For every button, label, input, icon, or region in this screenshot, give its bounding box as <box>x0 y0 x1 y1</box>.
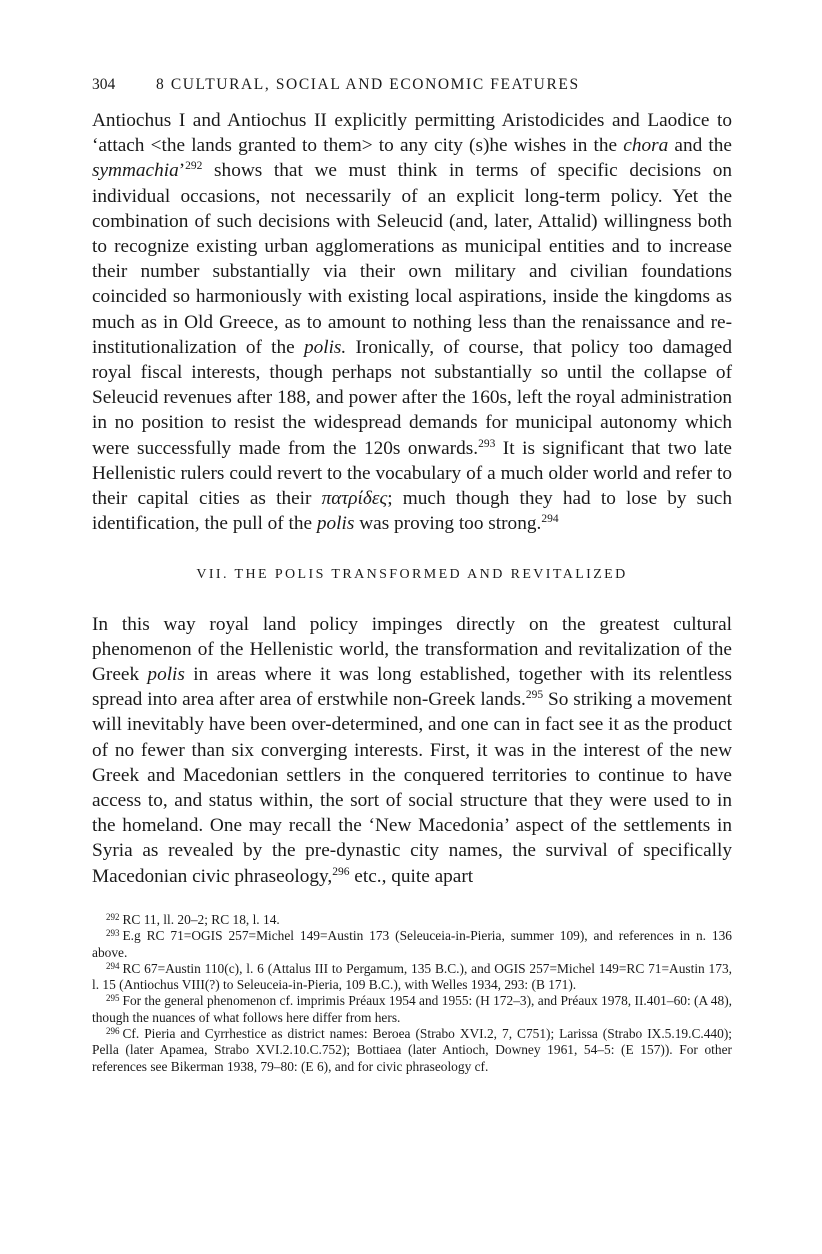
italic-term: polis <box>316 513 355 535</box>
text-run: ; much though they had to lose by such identification, the pull of the <box>92 488 732 535</box>
footnote-292 <box>92 912 732 928</box>
chapter-title: 8 CULTURAL, SOCIAL AND ECONOMIC FEATURES <box>156 76 580 93</box>
footnote-293 <box>92 928 732 961</box>
text-run: shows that we must think in terms of specific decisions on individual occasions, not necessarily of an explicit long-term policy. Yet the combination of such decisions with Seleucid (and, later, Attalid) willingness both to recognize existing urban agglomerations as municipal entities and to increase their number substantially via their own military and civilian foundations coincided so harmoniously with existing local aspirations, inside the kingdoms as much as in Old Greece, as to amount to nothing less than the renaissance and re-institutionalization of the <box>92 160 732 358</box>
footnote-ref-296[interactable]: 296 <box>332 865 350 878</box>
footnote-text: RC 11, ll. 20–2; RC 18, l. 14. <box>122 912 280 927</box>
footnote-number: 293 <box>106 928 120 939</box>
running-head <box>92 76 732 98</box>
text-run: in areas where it was long established, together with its relentless spread into area after area of erstwhile non-Greek lands. <box>92 664 732 711</box>
footnote-number: 296 <box>106 1026 120 1037</box>
footnote-294 <box>92 961 732 994</box>
footnotes <box>92 912 732 1075</box>
footnote-ref-295[interactable]: 295 <box>525 689 544 702</box>
text-run: was proving too strong. <box>354 513 542 535</box>
page <box>92 76 732 889</box>
footnote-ref-294[interactable]: 294 <box>541 513 559 526</box>
section-heading: VII. THE POLIS TRANSFORMED AND REVITALIZED <box>196 567 628 583</box>
footnote-295 <box>92 993 732 1026</box>
footnote-ref-292[interactable]: 292 <box>185 160 203 173</box>
footnote-number: 294 <box>106 960 120 971</box>
text-run: It is significant that two late Hellenistic rulers could revert to the vocabulary of a much older world and refer to their capital cities as their <box>92 437 732 510</box>
body-text <box>92 108 732 889</box>
italic-term: polis. <box>303 336 347 358</box>
footnote-ref-293[interactable]: 293 <box>478 437 496 450</box>
paragraph-1 <box>92 108 732 536</box>
greek-term: πατρίδες <box>321 488 388 510</box>
footnote-number: 295 <box>106 993 120 1004</box>
text-run: and the <box>668 135 732 157</box>
italic-term: chora <box>623 135 669 157</box>
text-run: So striking a movement will inevitably have been over-determined, and one can in fact see it as the product of no fewer than six converging interests. First, it was in the interest of the new Greek and Macedonian settlers in the conquered territories to continue to have access to, and status within, the sort of social structure that they were used to in the homeland. One may recall the ‘New Macedonia’ aspect of the settlements in Syria as revealed by the pre-dynastic city names, the survival of specifically Macedonian civic phraseology, <box>92 689 732 887</box>
text-run: ’ <box>178 160 186 182</box>
page-number: 304 <box>92 76 116 93</box>
footnote-number: 292 <box>106 912 120 922</box>
text-run: Ironically, of course, that policy too damaged royal fiscal interests, though perhaps not substantially so until the collapse of Seleucid revenues after 188, and power after the 160s, left the royal administration in no position to resist the widespread demands for municipal autonomy which were successfully made from the 120s onwards. <box>92 336 732 459</box>
footnote-text: E.g RC 71=OGIS 257=Michel 149=Austin 173 (Seleuceia-in-Pieria, summer 109), and references in n. 136 above. <box>92 928 732 960</box>
footnote-text: For the general phenomenon cf. imprimis Préaux 1954 and 1955: (H 172–3), and Préaux 1978, II.401–60: (A 48), though the nuances of what follows here differ from hers. <box>92 993 732 1025</box>
italic-term: polis <box>147 664 185 686</box>
paragraph-2 <box>92 612 732 889</box>
italic-term: symmachia <box>92 160 179 182</box>
text-run: Antiochus I and Antiochus II explicitly permitting Aristodicides and Laodice to ‘attach <the lands granted to them> to any city (s)he wishes in the <box>92 110 732 157</box>
footnote-296 <box>92 1026 732 1075</box>
text-run: etc., quite apart <box>349 865 474 887</box>
footnote-text: Cf. Pieria and Cyrrhestice as district names: Beroea (Strabo XVI.2, 7, C751); Larissa (Strabo IX.5.19.C.440); Pella (later Apamea, Strabo XVI.2.10.C.752); Bottiaea (later Antioch, Downey 1961, 54–5: (E 157)). For other references see Bikerman 1938, 79–80: (E 6), and for civic phraseology cf. <box>92 1026 732 1074</box>
footnote-text: RC 67=Austin 110(c), l. 6 (Attalus III to Pergamum, 135 B.C.), and OGIS 257=Michel 149=RC 71=Austin 173, l. 15 (Antiochus VIII(?) to Seleuceia-in-Pieria, 109 B.C.), with Welles 1934, 293: (B 171). <box>92 960 732 993</box>
text-run: In this way royal land policy impinges directly on the greatest cultural phenomenon of the Hellenistic world, the transformation and revitalization of the Greek <box>92 613 732 686</box>
